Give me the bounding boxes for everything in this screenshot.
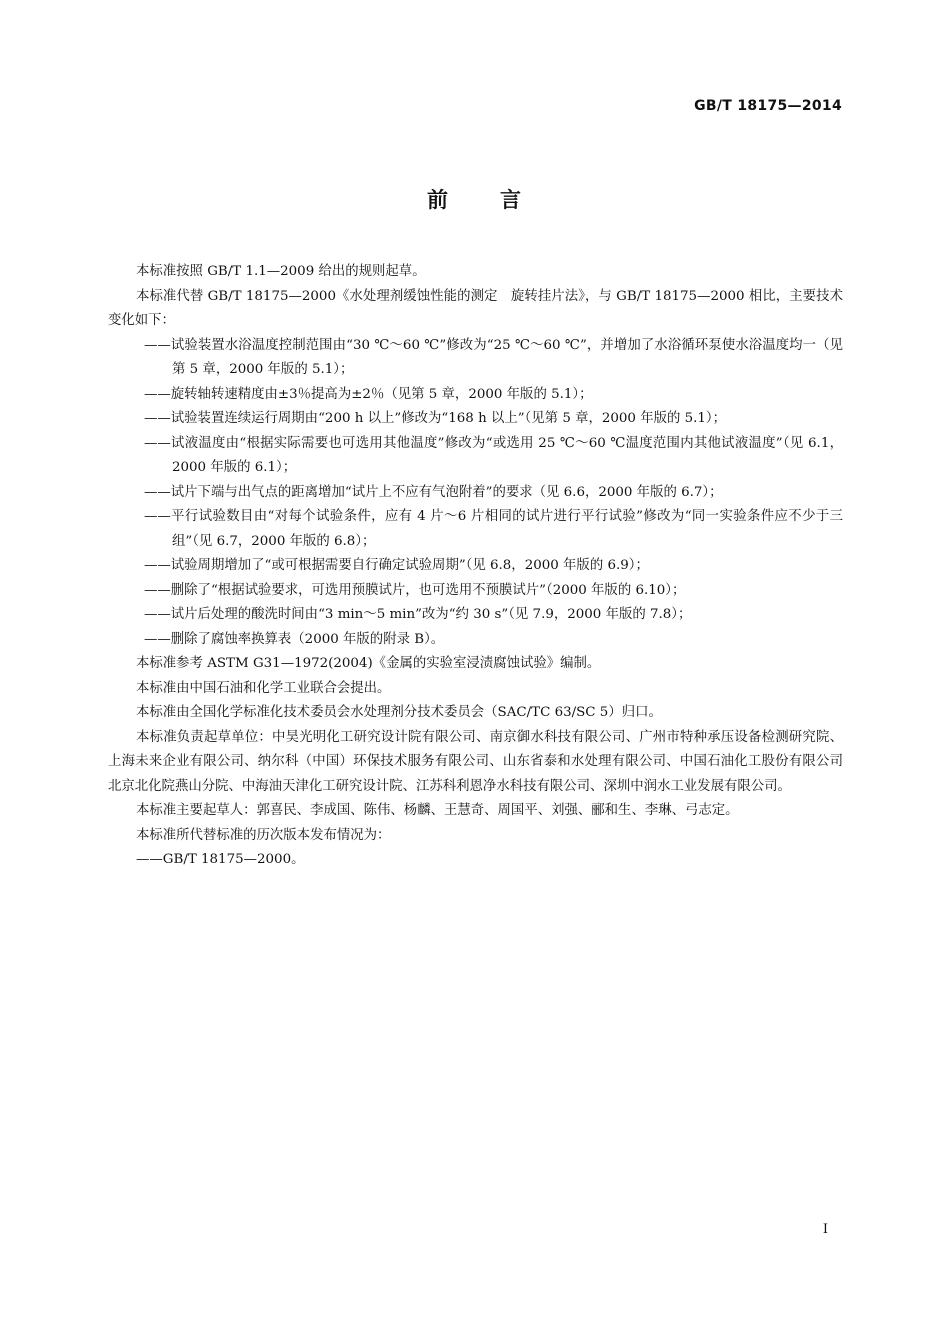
list-item: ——试验装置水浴温度控制范围由“30 ℃～60 ℃”修改为“25 ℃～60 ℃”，并增加了水浴循环泵使水浴温度均一（见第 5 章，2000 年版的 5.1）； <box>144 337 843 377</box>
paragraph-committee: 本标准由全国化学标准化技术委员会水处理剂分技术委员会（SAC/TC 63/SC 5）归口。 <box>136 705 662 720</box>
paragraph-history-intro: 本标准所代替标准的历次版本发布情况为： <box>136 827 391 843</box>
list-item: ——试验装置连续运行周期由“200 h 以上”修改为“168 h 以上”（见第 5 章，2000 年版的 5.1）； <box>144 411 727 426</box>
paragraph-reference: 本标准参考 ASTM G31—1972(2004)《金属的实验室浸渍腐蚀试验》编制。 <box>136 656 601 671</box>
title-char-2: 言 <box>500 188 523 212</box>
list-item: ——删除了腐蚀率换算表（2000 年版的附录 B）。 <box>144 631 445 647</box>
page-title <box>0 184 950 214</box>
page-number: Ⅰ <box>822 1222 828 1237</box>
list-item: ——旋转轴转速精度由±3％提高为±2％（见第 5 章，2000 年版的 5.1）； <box>144 386 593 402</box>
paragraph-drafters: 本标准主要起草人：郭喜民、李成国、陈伟、杨麟、王慧奇、周国平、刘强、郦和生、李琳、弓志定。 <box>136 803 739 818</box>
list-item: ——平行试验数目由“对每个试验条件，应有 4 片～6 片相同的试片进行平行试验”修改为“同一实验条件应不少于三组”（见 6.7，2000 年版的 6.8）； <box>144 509 843 549</box>
list-item: ——试片后处理的酸洗时间由“3 min～5 min”改为“约 30 s”（见 7.9，2000 年版的 7.8）； <box>144 607 692 622</box>
title-char-1: 前 <box>427 188 450 212</box>
paragraph-drafting-units: 本标准负责起草单位：中昊光明化工研究设计院有限公司、南京御水科技有限公司、广州市特种承压设备检测研究院、上海未来企业有限公司、纳尔科（中国）环保技术服务有限公司、山东省泰和水处理有限公司、中国石油化工股份有限公司北京北化院燕山分院、中海油天津化工研究设计院、江苏科利恩净水科技有限公司、深圳中润水工业发展有限公司。 <box>108 729 843 794</box>
list-item: ——删除了“根据试验要求，可选用预膜试片，也可选用不预膜试片”（2000 年版的 6.10）； <box>144 582 686 598</box>
list-item: ——试片下端与出气点的距离增加“试片上不应有气泡附着”的要求（见 6.6，2000 年版的 6.7）； <box>144 484 723 500</box>
history-item: ——GB/T 18175—2000。 <box>136 852 305 867</box>
foreword-body <box>108 260 843 873</box>
paragraph-replacement: 本标准代替 GB/T 18175—2000《水处理剂缓蚀性能的测定 旋转挂片法》，与 GB/T 18175—2000 相比，主要技术变化如下： <box>108 288 843 328</box>
paragraph-drafting-rules: 本标准按照 GB/T 1.1—2009 给出的规则起草。 <box>136 264 426 279</box>
list-item: ——试液温度由“根据实际需要也可选用其他温度”修改为“或选用 25 ℃～60 ℃温度范围内其他试液温度”（见 6.1，2000 年版的 6.1）； <box>144 435 843 475</box>
standard-code: GB/T 18175—2014 <box>694 98 842 114</box>
list-item: ——试验周期增加了“或可根据需要自行确定试验周期”（见 6.8，2000 年版的 6.9）； <box>144 558 649 573</box>
paragraph-proposer: 本标准由中国石油和化学工业联合会提出。 <box>136 680 391 696</box>
